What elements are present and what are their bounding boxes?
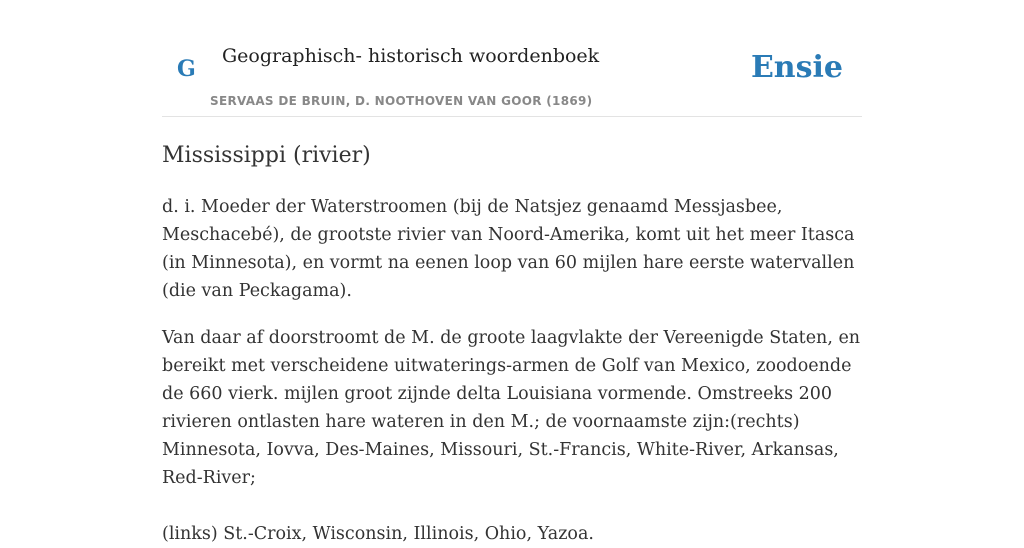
entry-title: Mississippi (rivier) (162, 143, 371, 168)
header (162, 0, 862, 117)
page (162, 0, 862, 548)
entry-paragraph: Van daar af doorstroomt de M. de groote laagvlakte der Vereenigde Staten, en bereikt met verscheidene uitwaterings-armen de Golf van Mexico, zoodoende de 660 vierk. mijlen groot zijnde delta Louisiana vormende. Omstreeks 200 rivieren ontlasten hare wateren in den M.; de voornaamste zijn:(rechts) Minnesota, Iovva, Des-Maines, Missouri, St.-Francis, White-River, Arkansas, Red-River; (162, 328, 861, 488)
entry-paragraph: d. i. Moeder der Waterstroomen (bij de Natsjez genaamd Messjasbee, Meschacebé), de grootste rivier van Noord-Amerika, komt uit het meer Itasca (in Minnesota), en vormt na eenen loop van 60 mijlen hare eerste watervallen (die van Peckagama). (162, 197, 855, 301)
book-authors: SERVAAS DE BRUIN, D. NOOTHOVEN VAN GOOR (1869) (210, 94, 593, 108)
book-title[interactable]: Geographisch- historisch woordenboek (222, 45, 600, 67)
entry-paragraph: (links) St.-Croix, Wisconsin, Illinois, Ohio, Yazoa. (162, 524, 594, 544)
brand-logo[interactable]: Ensie (750, 50, 843, 85)
letter-index[interactable]: G (177, 56, 196, 82)
